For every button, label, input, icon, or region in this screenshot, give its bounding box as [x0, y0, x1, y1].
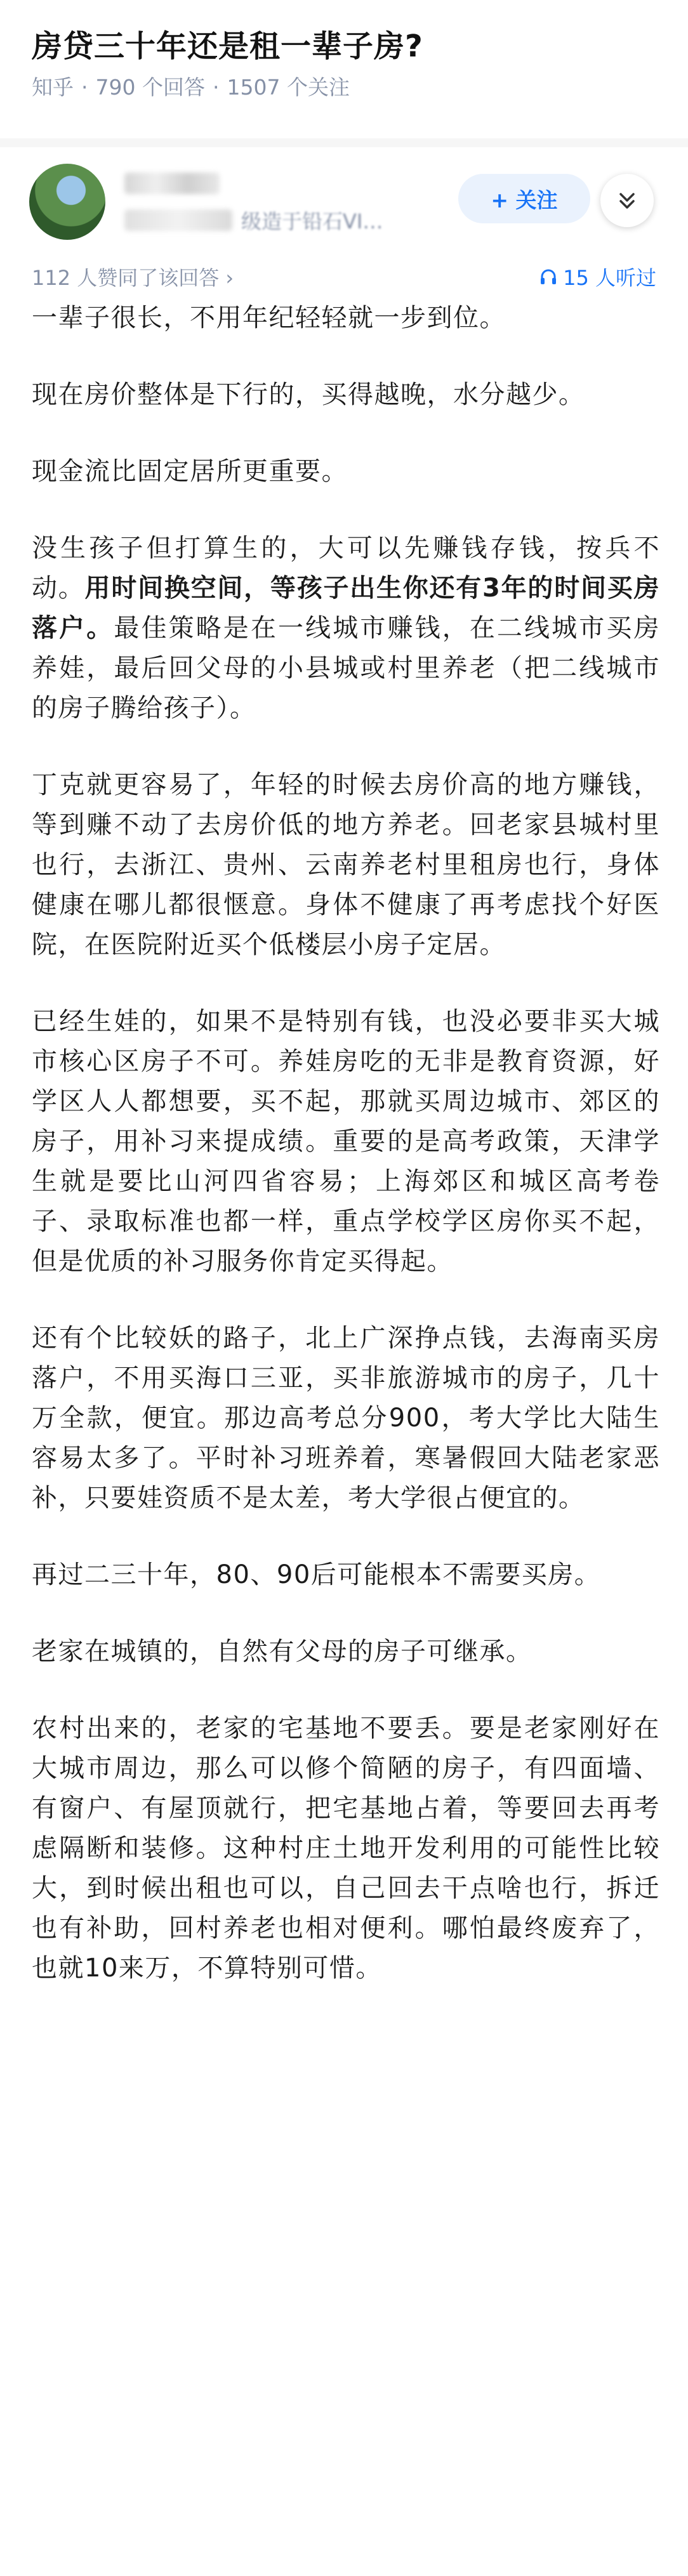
- author-card: [0, 147, 688, 265]
- answer-paragraph: 农村出来的，老家的宅基地不要丢。要是老家刚好在大城市周边，那么可以修个简陋的房子，有四面墙、有窗户、有屋顶就行，把宅基地占着，等要回去再考虑隔断和装修。这种村庄土地开发利用的可能性比较大，到时候出租也可以，自己回去干点啥也行，拆迁也有补助，回村养老也相对便利。哪怕最终废弃了，也就10来万，不算特别可惜。: [32, 1714, 660, 1983]
- answer-paragraph: 还有个比较妖的路子，北上广深挣点钱，去海南买房落户，不用买海口三亚，买非旅游城市的房子，几十万全款，便宜。那边高考总分900，考大学比大陆生容易太多了。平时补习班养着，寒暑假回大陆老家恶补，只要娃资质不是太差，考大学很占便宜的。: [32, 1324, 660, 1513]
- question-title[interactable]: 房贷三十年还是租一辈子房?: [32, 29, 423, 64]
- answer-paragraph: 已经生娃的，如果不是特别有钱，也没必要非买大城市核心区房子不可。养娃房吃的无非是教育资源，好学区人人都想要，买不起，那就买周边城市、郊区的房子，用补习来提成绩。重要的是高考政策，天津学生就是要比山河四省容易；上海郊区和城区高考卷子、录取标准也都一样，重点学校学区房你买不起，但是优质的补习服务你肯定买得起。: [32, 1007, 660, 1276]
- answer-paragraph: 老家在城镇的，自然有父母的房子可继承。: [32, 1637, 533, 1666]
- paragraph-text: 没生孩子但打算生的，大可以先赚钱存钱，按兵不动。: [32, 534, 660, 603]
- meta-separator: ·: [81, 75, 88, 100]
- author-name-blurred[interactable]: [124, 173, 220, 194]
- listen-count[interactable]: [539, 262, 656, 291]
- avatar[interactable]: [29, 164, 105, 240]
- answer-paragraph: [32, 529, 660, 728]
- author-bio: 级造于铅石VI…: [241, 209, 383, 233]
- answer-paragraph: 丁克就更容易了，年轻的时候去房价高的地方赚钱，等到赚不动了去房价低的地方养老。回老家县城村里也行，去浙江、贵州、云南养老村里租房也行，身体健康在哪儿都很惬意。身体不健康了再考虑找个好医院，在医院附近买个低楼层小房子定居。: [32, 770, 660, 959]
- meta-separator: ·: [212, 75, 220, 100]
- bold-highlight: 用时间换空间，等孩子出生你还有3年的时间买房落户。: [32, 574, 660, 643]
- author-bio-blurred: [124, 209, 232, 231]
- answer-count[interactable]: 790 个回答: [95, 75, 205, 100]
- answer-paragraph: 一辈子很长，不用年纪轻轻就一步到位。: [32, 303, 506, 332]
- paragraph-text: 最佳策略是在一线城市赚钱，在二线城市买房养娃，最后回父母的小县城或村里养老（把二线城市的房子腾给孩子）。: [32, 614, 661, 723]
- question-header: [0, 0, 688, 146]
- answer-paragraph: 现金流比固定居所更重要。: [32, 457, 348, 486]
- chevron-double-down-icon: [614, 188, 640, 213]
- source-label[interactable]: 知乎: [32, 75, 74, 100]
- follower-count[interactable]: 1507 个关注: [227, 75, 350, 100]
- answer-paragraph: 再过二三十年，80、90后可能根本不需要买房。: [32, 1560, 601, 1589]
- headphones-icon: [539, 267, 558, 286]
- expand-button[interactable]: [600, 174, 654, 227]
- section-divider: [0, 138, 688, 147]
- answer-paragraph: 现在房价整体是下行的，买得越晚，水分越少。: [32, 380, 585, 409]
- agree-count[interactable]: 112 人赞同了该回答 ›: [32, 266, 234, 290]
- listen-label[interactable]: 15 人听过: [563, 266, 656, 290]
- answer-stats: [0, 257, 688, 295]
- follow-button[interactable]: + 关注: [458, 174, 590, 223]
- answer-content: [32, 298, 660, 2025]
- question-meta: [32, 71, 350, 101]
